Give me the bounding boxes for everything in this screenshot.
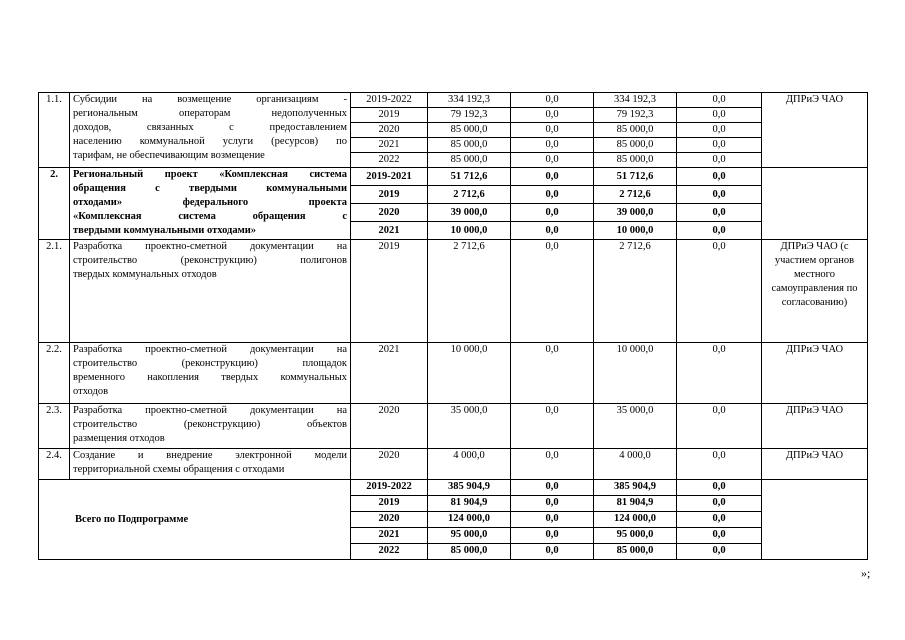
measure-name xyxy=(70,93,351,168)
total-amount-cell: 51 712,6 xyxy=(428,168,511,186)
table-row xyxy=(39,449,868,480)
year-cell: 2019-2022 xyxy=(351,480,428,496)
district-budget-cell: 35 000,0 xyxy=(594,404,677,449)
table-row xyxy=(39,168,868,186)
local-budget-cell: 0,0 xyxy=(677,480,762,496)
total-amount-cell: 124 000,0 xyxy=(428,512,511,528)
measure-name xyxy=(70,168,351,240)
table-row xyxy=(39,93,868,108)
local-budget-cell: 0,0 xyxy=(677,544,762,560)
total-amount-cell: 85 000,0 xyxy=(428,123,511,138)
executor-cell xyxy=(762,168,868,240)
table-row xyxy=(39,404,868,449)
measure-name-line: временного накопления твердых коммунальных xyxy=(73,372,347,383)
year-cell: 2019-2022 xyxy=(351,93,428,108)
measure-name-line: отходов xyxy=(73,386,109,397)
measure-name-line: территориальной схемы обращения с отходами xyxy=(73,464,285,475)
local-budget-cell: 0,0 xyxy=(677,123,762,138)
executor-cell: ДПРиЭ ЧАО xyxy=(762,93,868,168)
local-budget-cell: 0,0 xyxy=(677,343,762,404)
total-amount-cell: 385 904,9 xyxy=(428,480,511,496)
row-number: 2. xyxy=(39,168,70,240)
federal-budget-cell: 0,0 xyxy=(511,404,594,449)
local-budget-cell: 0,0 xyxy=(677,240,762,343)
measure-name-line: Создание и внедрение электронной модели xyxy=(73,450,347,461)
year-cell: 2019-2021 xyxy=(351,168,428,186)
district-budget-cell: 10 000,0 xyxy=(594,222,677,240)
year-cell: 2020 xyxy=(351,512,428,528)
federal-budget-cell: 0,0 xyxy=(511,186,594,204)
federal-budget-cell: 0,0 xyxy=(511,512,594,528)
total-amount-cell: 10 000,0 xyxy=(428,222,511,240)
year-cell: 2020 xyxy=(351,404,428,449)
district-budget-cell: 385 904,9 xyxy=(594,480,677,496)
local-budget-cell: 0,0 xyxy=(677,512,762,528)
federal-budget-cell: 0,0 xyxy=(511,138,594,153)
measure-name-line: доходов, связанных с предоставлением xyxy=(73,122,347,133)
closing-quote-mark: »; xyxy=(861,566,871,580)
measure-name-line: обращения с твердыми коммунальными xyxy=(73,183,347,194)
district-budget-cell: 95 000,0 xyxy=(594,528,677,544)
federal-budget-cell: 0,0 xyxy=(511,544,594,560)
total-label-cell xyxy=(39,480,351,560)
year-cell: 2020 xyxy=(351,449,428,480)
year-cell: 2021 xyxy=(351,138,428,153)
year-cell: 2022 xyxy=(351,153,428,168)
executor-cell: ДПРиЭ ЧАО (с участием органов местного самоуправления по согласованию) xyxy=(762,240,868,343)
local-budget-cell: 0,0 xyxy=(677,449,762,480)
local-budget-cell: 0,0 xyxy=(677,93,762,108)
federal-budget-cell: 0,0 xyxy=(511,343,594,404)
measure-name-line: строительство (реконструкцию) объектов xyxy=(73,419,347,430)
measure-name xyxy=(70,343,351,404)
local-budget-cell: 0,0 xyxy=(677,204,762,222)
total-amount-cell: 2 712,6 xyxy=(428,186,511,204)
measure-name-line: Субсидии на возмещение организациям - xyxy=(73,94,347,105)
total-amount-cell: 81 904,9 xyxy=(428,496,511,512)
federal-budget-cell: 0,0 xyxy=(511,123,594,138)
executor-cell-empty xyxy=(762,480,868,560)
district-budget-cell: 10 000,0 xyxy=(594,343,677,404)
local-budget-cell: 0,0 xyxy=(677,186,762,204)
year-cell: 2020 xyxy=(351,204,428,222)
district-budget-cell: 2 712,6 xyxy=(594,240,677,343)
measure-name-line: Региональный проект «Комплексная система xyxy=(73,169,347,180)
measure-name-line: населению коммунальной услуги (ресурсов) по xyxy=(73,136,347,147)
measure-name xyxy=(70,240,351,343)
row-number: 2.3. xyxy=(39,404,70,449)
row-number: 2.4. xyxy=(39,449,70,480)
measure-name-line: региональным операторам недополученных xyxy=(73,108,347,119)
measure-name-line: «Комплексная система обращения с xyxy=(73,211,347,222)
district-budget-cell: 334 192,3 xyxy=(594,93,677,108)
measure-name-line: Разработка проектно-сметной документации на xyxy=(73,241,347,252)
federal-budget-cell: 0,0 xyxy=(511,222,594,240)
district-budget-cell: 2 712,6 xyxy=(594,186,677,204)
total-amount-cell: 85 000,0 xyxy=(428,153,511,168)
table-row xyxy=(39,240,868,343)
district-budget-cell: 85 000,0 xyxy=(594,153,677,168)
federal-budget-cell: 0,0 xyxy=(511,168,594,186)
total-amount-cell: 79 192,3 xyxy=(428,108,511,123)
local-budget-cell: 0,0 xyxy=(677,496,762,512)
year-cell: 2020 xyxy=(351,123,428,138)
federal-budget-cell: 0,0 xyxy=(511,153,594,168)
district-budget-cell: 51 712,6 xyxy=(594,168,677,186)
federal-budget-cell: 0,0 xyxy=(511,480,594,496)
local-budget-cell: 0,0 xyxy=(677,138,762,153)
year-cell: 2021 xyxy=(351,222,428,240)
local-budget-cell: 0,0 xyxy=(677,222,762,240)
measure-name-line: отходами» федерального проекта xyxy=(73,197,347,208)
measure-name-line: тарифам, не обеспечивающим возмещение xyxy=(73,150,265,161)
total-amount-cell: 334 192,3 xyxy=(428,93,511,108)
measure-name-line: твердыми коммунальными отходами» xyxy=(73,225,257,236)
total-amount-cell: 39 000,0 xyxy=(428,204,511,222)
district-budget-cell: 124 000,0 xyxy=(594,512,677,528)
local-budget-cell: 0,0 xyxy=(677,108,762,123)
federal-budget-cell: 0,0 xyxy=(511,528,594,544)
measure-name-line: Разработка проектно-сметной документации на xyxy=(73,344,347,355)
district-budget-cell: 4 000,0 xyxy=(594,449,677,480)
measure-name-line: строительство (реконструкцию) площадок xyxy=(73,358,347,369)
district-budget-cell: 85 000,0 xyxy=(594,123,677,138)
federal-budget-cell: 0,0 xyxy=(511,108,594,123)
district-budget-cell: 81 904,9 xyxy=(594,496,677,512)
total-amount-cell: 95 000,0 xyxy=(428,528,511,544)
total-amount-cell: 10 000,0 xyxy=(428,343,511,404)
year-cell: 2019 xyxy=(351,496,428,512)
federal-budget-cell: 0,0 xyxy=(511,449,594,480)
year-cell: 2019 xyxy=(351,240,428,343)
executor-cell: ДПРиЭ ЧАО xyxy=(762,343,868,404)
district-budget-cell: 85 000,0 xyxy=(594,544,677,560)
federal-budget-cell: 0,0 xyxy=(511,204,594,222)
subprogram-funding-table xyxy=(38,92,868,560)
table-row xyxy=(39,343,868,404)
total-row xyxy=(39,480,868,496)
total-amount-cell: 85 000,0 xyxy=(428,544,511,560)
district-budget-cell: 39 000,0 xyxy=(594,204,677,222)
measure-name-line: строительство (реконструкцию) полигонов xyxy=(73,255,347,266)
year-cell: 2022 xyxy=(351,544,428,560)
district-budget-cell: 79 192,3 xyxy=(594,108,677,123)
federal-budget-cell: 0,0 xyxy=(511,240,594,343)
local-budget-cell: 0,0 xyxy=(677,404,762,449)
local-budget-cell: 0,0 xyxy=(677,168,762,186)
year-cell: 2019 xyxy=(351,186,428,204)
local-budget-cell: 0,0 xyxy=(677,153,762,168)
executor-cell: ДПРиЭ ЧАО xyxy=(762,404,868,449)
total-amount-cell: 2 712,6 xyxy=(428,240,511,343)
district-budget-cell: 85 000,0 xyxy=(594,138,677,153)
measure-name xyxy=(70,449,351,480)
row-number: 2.1. xyxy=(39,240,70,343)
year-cell: 2021 xyxy=(351,343,428,404)
measure-name-line: твердых коммунальных отходов xyxy=(73,269,217,280)
total-amount-cell: 35 000,0 xyxy=(428,404,511,449)
row-number: 2.2. xyxy=(39,343,70,404)
measure-name-line: размещения отходов xyxy=(73,433,165,444)
total-amount-cell: 4 000,0 xyxy=(428,449,511,480)
year-cell: 2021 xyxy=(351,528,428,544)
row-number: 1.1. xyxy=(39,93,70,168)
measure-name-line: Разработка проектно-сметной документации на xyxy=(73,405,347,416)
year-cell: 2019 xyxy=(351,108,428,123)
measure-name xyxy=(70,404,351,449)
total-amount-cell: 85 000,0 xyxy=(428,138,511,153)
executor-cell: ДПРиЭ ЧАО xyxy=(762,449,868,480)
federal-budget-cell: 0,0 xyxy=(511,496,594,512)
local-budget-cell: 0,0 xyxy=(677,528,762,544)
total-label: Всего по Подпрограмме xyxy=(75,513,189,525)
federal-budget-cell: 0,0 xyxy=(511,93,594,108)
